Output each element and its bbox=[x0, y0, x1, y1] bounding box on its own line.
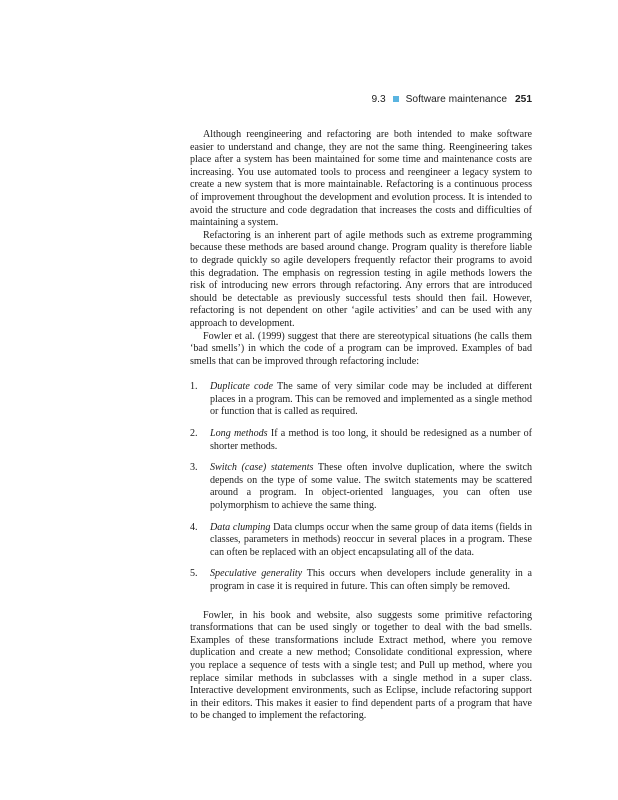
list-text: This occurs when developers include generality in a program in case it is required in future. This can often simply be removed. bbox=[210, 568, 533, 592]
list-item bbox=[190, 381, 532, 419]
body-text bbox=[190, 129, 532, 723]
list-number: 2. bbox=[190, 428, 198, 440]
list-item bbox=[190, 568, 532, 593]
list-number: 3. bbox=[190, 462, 198, 474]
list-term: Switch (case) statements bbox=[210, 462, 314, 474]
page-number: 251 bbox=[515, 94, 532, 105]
list-number: 5. bbox=[190, 568, 198, 580]
list-term: Speculative generality bbox=[210, 568, 303, 580]
list-number: 1. bbox=[190, 381, 198, 393]
list-text: Data clumps occur when the same group of data items (fields in classes, parameters in methods) reoccur in several places in a program. These can often be replaced with an object encapsulating all of the data. bbox=[210, 521, 533, 558]
list-number: 4. bbox=[190, 521, 198, 533]
paragraph: Refactoring is an inherent part of agile methods such as extreme programming because these methods are based around change. Program quality is therefore liable to degrade quickly so agile developers frequently refactor their programs to avoid this degradation. The emphasis on regression testing in agile methods lowers the risk of introducing new errors through refactoring. Any errors that are introduced should be detectable as previously successful tests should then fail. However, refactoring is not dependent on other ‘agile activities’ and can be used with any approach to development. bbox=[190, 229, 532, 329]
list-text: The same of very similar code may be included at different places in a program. This can be removed and implemented as a single method or function that is called as required. bbox=[210, 381, 533, 418]
paragraph: Fowler et al. (1999) suggest that there are stereotypical situations (he calls them ‘bad smells’) in which the code of a program can be improved. Examples of bad smells that can be improved through refactoring include: bbox=[190, 330, 532, 367]
list-term: Data clumping bbox=[210, 521, 271, 533]
section-title: Software maintenance bbox=[405, 94, 507, 105]
list-text: If a method is too long, it should be redesigned as a number of shorter methods. bbox=[210, 428, 533, 452]
paragraph: Although reengineering and refactoring are both intended to make software easier to understand and change, they are not the same thing. Reengineering takes place after a system has been maintained for some time and maintenance costs are increasing. You use automated tools to process and reengineer a legacy system to create a new system that is more maintainable. Refactoring is a continuous process of improvement throughout the development and evolution process. It is intended to avoid the structure and code degradation that increases the costs and difficulties of maintaining a system. bbox=[190, 129, 532, 229]
list-term: Duplicate code bbox=[210, 381, 274, 393]
paragraph: Fowler, in his book and website, also suggests some primitive refactoring transformations that can be used singly or together to deal with the bad smells. Examples of these transformations include Extract method, where you remove duplication and create a new method; Consolidate conditional expression, where you replace a sequence of tests with a single test; and Pull up method, where you replace similar methods in subclasses with a single method in a super class. Interactive development environments, such as Eclipse, include refactoring support in their editors. This makes it easier to find dependent parts of a program that have to be changed to implement the refactoring. bbox=[190, 609, 532, 722]
running-header bbox=[190, 94, 532, 105]
section-number: 9.3 bbox=[371, 94, 386, 105]
list-term: Long methods bbox=[210, 428, 268, 440]
list-item bbox=[190, 522, 532, 560]
section-marker-square bbox=[393, 96, 399, 102]
list-item bbox=[190, 428, 532, 453]
bad-smells-list bbox=[190, 381, 532, 593]
list-text: These often involve duplication, where the switch depends on the type of some value. The switch statements may be scattered around a program. In object-oriented languages, you can often use polymorphism to achieve the same thing. bbox=[210, 462, 533, 512]
list-item bbox=[190, 462, 532, 512]
